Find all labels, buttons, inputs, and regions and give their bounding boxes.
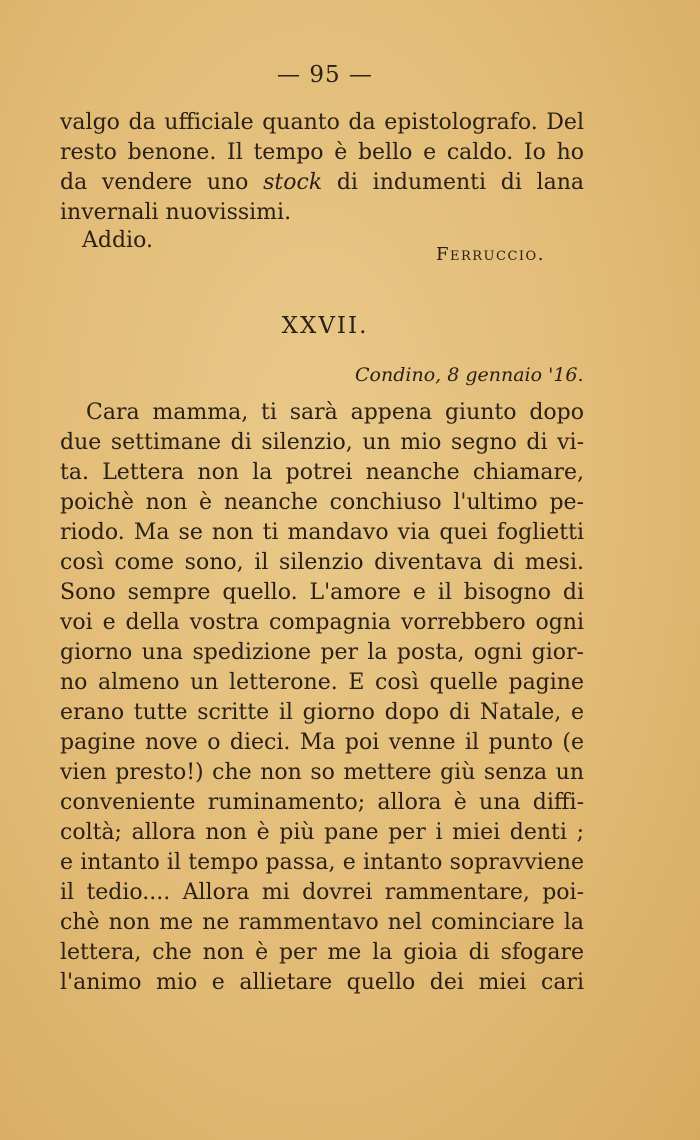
text-line: no almeno un letterone. E così quelle pagine <box>60 670 584 695</box>
text-line: e intanto il tempo passa, e intanto sopravviene <box>60 850 584 875</box>
text-line: poichè non è neanche conchiuso l'ultimo pe- <box>60 490 584 515</box>
text-line: chè non me ne rammentavo nel cominciare la <box>60 910 584 935</box>
text-line: Cara mamma, ti sarà appena giunto dopo <box>86 400 584 425</box>
page-number: — 95 — <box>277 62 373 88</box>
text-line: conveniente ruminamento; allora è una diffi- <box>60 790 584 815</box>
closing-salutation: Addio. <box>82 228 153 253</box>
text-line: ta. Lettera non la potrei neanche chiamare, <box>60 460 584 485</box>
letter-paragraph <box>60 398 584 998</box>
text-line: Sono sempre quello. L'amore e il bisogno di <box>60 580 584 605</box>
text-line: lettera, che non è per me la gioia di sfogare <box>60 940 584 965</box>
text-line: erano tutte scritte il giorno dopo di Natale, e <box>60 700 584 725</box>
text-line: valgo da ufficiale quanto da epistolografo. Del <box>60 110 584 135</box>
chapter-heading: XXVII. <box>281 313 369 339</box>
text-line: giorno una spedizione per la posta, ogni gior- <box>60 640 584 665</box>
text-line: invernali nuovissimi. <box>60 200 292 225</box>
signature: Ferruccio. <box>436 244 545 265</box>
italic-word: stock <box>263 170 323 195</box>
text-line: resto benone. Il tempo è bello e caldo. Io ho <box>60 140 584 165</box>
text-line: l'animo mio e allietare quello dei miei cari <box>60 970 584 995</box>
text-line: vien presto!) che non so mettere giù senza un <box>60 760 584 785</box>
place-date: Condino, 8 gennaio '16. <box>355 364 584 386</box>
text-line: riodo. Ma se non ti mandavo via quei foglietti <box>60 520 584 545</box>
text-line: da vendere uno stock di indumenti di lana <box>60 170 584 195</box>
text-line: due settimane di silenzio, un mio segno di vi- <box>60 430 584 455</box>
intro-paragraph <box>60 108 584 228</box>
text-line: così come sono, il silenzio diventava di mesi. <box>60 550 584 575</box>
text-line: il tedio.... Allora mi dovrei rammentare, poi- <box>60 880 584 905</box>
text-line: voi e della vostra compagnia vorrebbero ogni <box>60 610 584 635</box>
text-line: coltà; allora non è più pane per i miei denti ; <box>60 820 584 845</box>
text-line: pagine nove o dieci. Ma poi venne il punto (e <box>60 730 584 755</box>
